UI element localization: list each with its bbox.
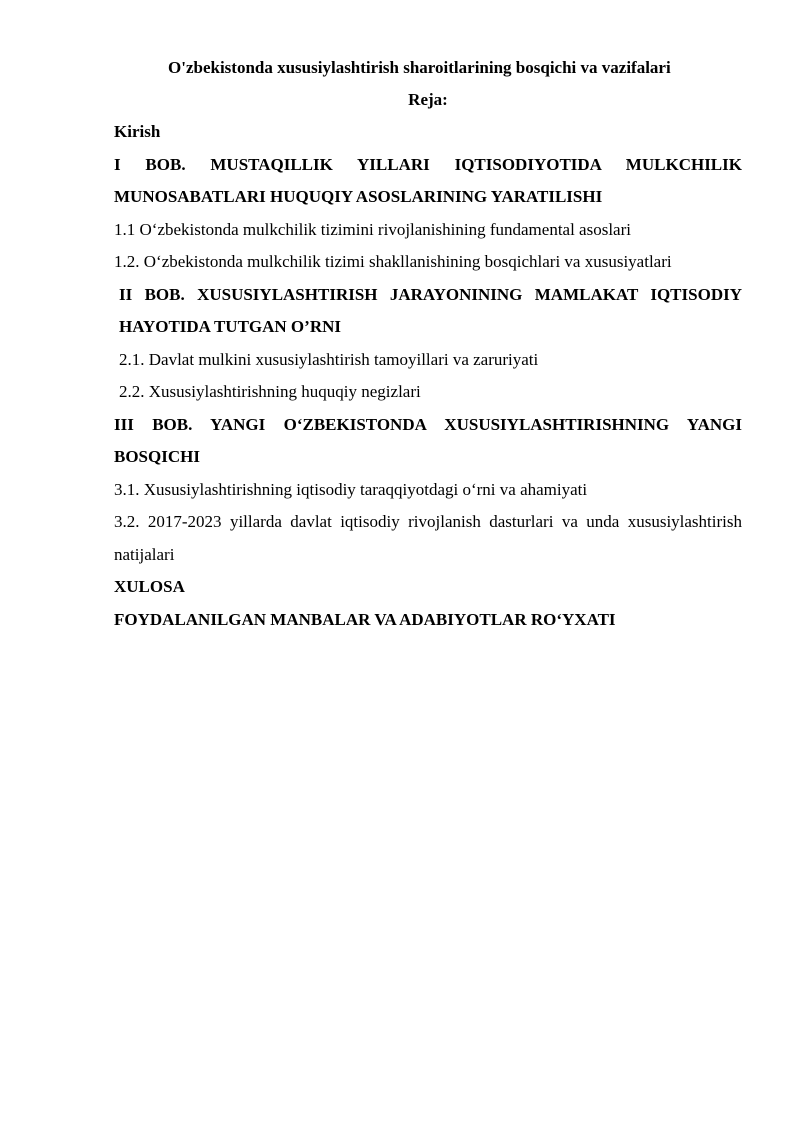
- toc-references: FOYDALANILGAN MANBALAR VA ADABIYOTLAR RO‘YXATI: [114, 609, 616, 629]
- toc-conclusion: XULOSA: [114, 577, 185, 596]
- plan-heading: Reja:: [408, 90, 448, 109]
- toc-section-1-1: 1.1 O‘zbekistonda mulkchilik tizimini rivojlanishining fundamental asoslari: [114, 219, 631, 239]
- document-page: [114, 52, 742, 636]
- toc-intro: Kirish: [114, 122, 161, 141]
- toc-section-3-2: 3.2. 2017-2023 yillarda davlat iqtisodiy rivojlanish dasturlari va unda xususiylashtirish natijalari: [114, 512, 742, 564]
- toc-section-2-1: 2.1. Davlat mulkini xususiylashtirish tamoyillari va zaruriyati: [119, 349, 539, 369]
- document-title: O'zbekistonda xususiylashtirish sharoitlarining bosqichi va vazifalari: [168, 58, 671, 77]
- toc-chapter-1: I BOB. MUSTAQILLIK YILLARI IQTISODIYOTIDA MULKCHILIK MUNOSABATLARI HUQUQIY ASOSLARINING YARATILISHI: [114, 154, 742, 206]
- toc-section-1-2: 1.2. O‘zbekistonda mulkchilik tizimi shakllanishining bosqichlari va xususiyatlari: [114, 252, 672, 271]
- toc-section-3-1: 3.1. Xususiylashtirishning iqtisodiy taraqqiyotdagi o‘rni va ahamiyati: [114, 479, 588, 499]
- toc-section-2-2: 2.2. Xususiylashtirishning huquqiy negizlari: [119, 382, 421, 401]
- toc-chapter-2: II BOB. XUSUSIYLASHTIRISH JARAYONINING MAMLAKAT IQTISODIY HAYOTIDA TUTGAN O’RNI: [119, 284, 742, 336]
- toc-chapter-3: III BOB. YANGI O‘ZBEKISTONDA XUSUSIYLASHTIRISHNING YANGI BOSQICHI: [114, 414, 742, 466]
